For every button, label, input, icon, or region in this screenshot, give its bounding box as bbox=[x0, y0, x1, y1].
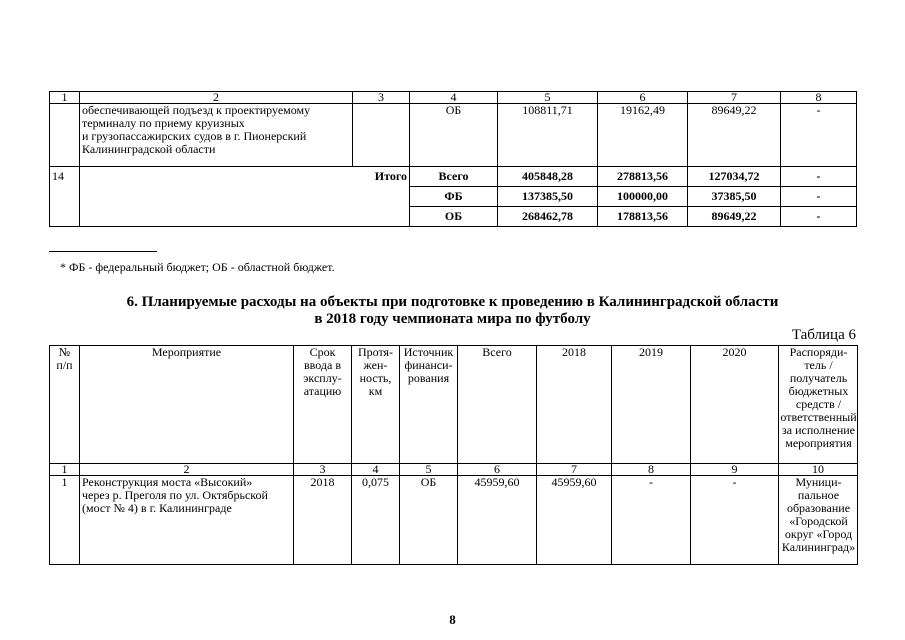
header-funding-source: Источник финанси- рования bbox=[400, 346, 458, 464]
header-commission-date: Срок ввода в эксплу- атацию bbox=[294, 346, 352, 464]
column-number-row bbox=[50, 92, 857, 104]
event-description: Реконструкция моста «Высокий» через р. Преголя по ул. Октябрьской (мост № 4) в г. Калининграде bbox=[80, 476, 294, 565]
funding-source: ОБ bbox=[410, 207, 498, 227]
amount-cell: 278813,56 bbox=[598, 167, 688, 187]
header-2018: 2018 bbox=[537, 346, 612, 464]
page-number: 8 bbox=[449, 612, 456, 627]
header-2019: 2019 bbox=[612, 346, 691, 464]
amount-cell: 89649,22 bbox=[688, 104, 781, 167]
budget-manager: Муници- пальное образование «Городской округ «Город Калининград» bbox=[779, 476, 858, 565]
table-row bbox=[50, 476, 858, 565]
amount-cell: - bbox=[781, 187, 857, 207]
section-title: 6. Планируемые расходы на объекты при подготовке к проведению в Калининградской области bbox=[126, 294, 779, 310]
event-description: обеспечивающей подъезд к проектируемому терминалу по приему круизных и грузопассажирских судов в г. Пионерский Калининградской области bbox=[80, 104, 353, 167]
amount-cell: 45959,60 bbox=[537, 476, 612, 565]
length-km: 0,075 bbox=[352, 476, 400, 565]
footnote: * ФБ - федеральный бюджет; ОБ - областной бюджет. bbox=[60, 260, 335, 274]
amount-cell: 89649,22 bbox=[688, 207, 781, 227]
amount-cell: - bbox=[781, 207, 857, 227]
amount-cell: 108811,71 bbox=[498, 104, 598, 167]
col-number: 4 bbox=[410, 92, 498, 104]
amount-cell: 45959,60 bbox=[458, 476, 537, 565]
col-number: 9 bbox=[691, 464, 779, 476]
col-number: 8 bbox=[781, 92, 857, 104]
total-row bbox=[50, 187, 857, 207]
row-number: 14 bbox=[50, 167, 80, 227]
amount-cell: 127034,72 bbox=[688, 167, 781, 187]
header-manager: Распоряди- тель / получатель бюджетных средств / ответственный за исполнение мероприятия bbox=[779, 346, 858, 464]
amount-cell: 19162,49 bbox=[598, 104, 688, 167]
amount-cell: - bbox=[612, 476, 691, 565]
col-number: 3 bbox=[353, 92, 410, 104]
commission-date: 2018 bbox=[294, 476, 352, 565]
amount-cell: - bbox=[691, 476, 779, 565]
col-number: 2 bbox=[80, 92, 353, 104]
column-number-row bbox=[50, 464, 858, 476]
header-row bbox=[50, 346, 858, 464]
amount-cell: - bbox=[781, 167, 857, 187]
table-row bbox=[50, 104, 857, 167]
col-number: 7 bbox=[688, 92, 781, 104]
total-label: Итого bbox=[80, 167, 410, 187]
header-2020: 2020 bbox=[691, 346, 779, 464]
section-title-line2: в 2018 году чемпионата мира по футболу bbox=[314, 311, 591, 327]
table-caption: Таблица 6 bbox=[791, 327, 856, 343]
budget-table-continued bbox=[49, 91, 857, 227]
funding-source: ОБ bbox=[410, 104, 498, 167]
col-number: 5 bbox=[400, 464, 458, 476]
amount-cell: - bbox=[781, 104, 857, 167]
header-number: № п/п bbox=[50, 346, 80, 464]
footnote-divider bbox=[49, 251, 157, 252]
amount-cell: 268462,78 bbox=[498, 207, 598, 227]
header-length: Протя- жен- ность, км bbox=[352, 346, 400, 464]
col-number: 8 bbox=[612, 464, 691, 476]
header-event: Мероприятие bbox=[80, 346, 294, 464]
col-number: 6 bbox=[598, 92, 688, 104]
col-number: 3 bbox=[294, 464, 352, 476]
amount-cell: 100000,00 bbox=[598, 187, 688, 207]
funding-source: ФБ bbox=[410, 187, 498, 207]
funding-source: Всего bbox=[410, 167, 498, 187]
amount-cell: 137385,50 bbox=[498, 187, 598, 207]
header-total: Всего bbox=[458, 346, 537, 464]
col-number: 1 bbox=[50, 92, 80, 104]
col-number: 1 bbox=[50, 464, 80, 476]
col-number: 7 bbox=[537, 464, 612, 476]
col-number: 2 bbox=[80, 464, 294, 476]
total-row bbox=[50, 207, 857, 227]
col-number: 10 bbox=[779, 464, 858, 476]
col-number: 5 bbox=[498, 92, 598, 104]
amount-cell: 405848,28 bbox=[498, 167, 598, 187]
row-number: 1 bbox=[50, 476, 80, 565]
amount-cell: 37385,50 bbox=[688, 187, 781, 207]
col-number: 4 bbox=[352, 464, 400, 476]
funding-source: ОБ bbox=[400, 476, 458, 565]
amount-cell: 178813,56 bbox=[598, 207, 688, 227]
planned-expenses-table bbox=[49, 345, 858, 565]
col-number: 6 bbox=[458, 464, 537, 476]
total-row bbox=[50, 167, 857, 187]
